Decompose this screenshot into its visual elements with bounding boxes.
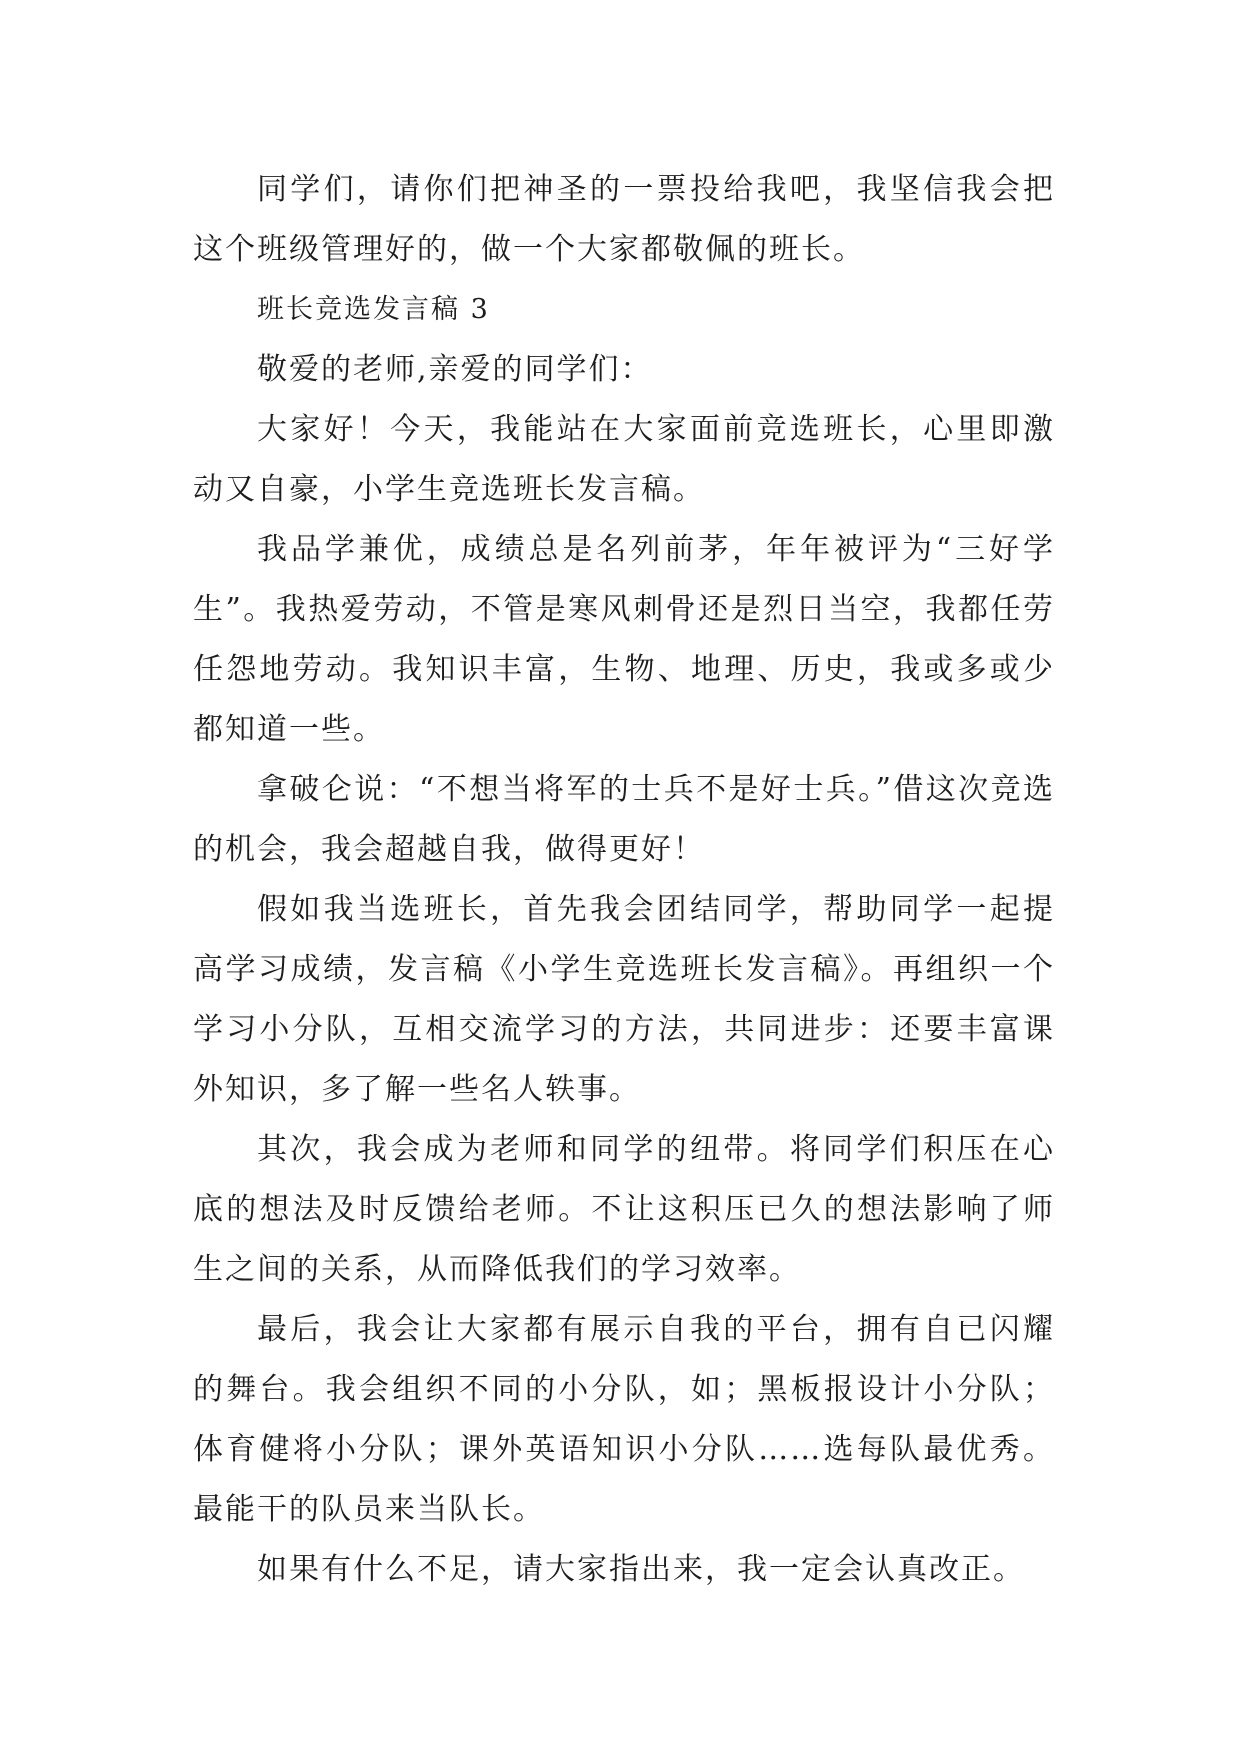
section-heading: 班长竞选发言稿 3: [257, 294, 490, 325]
paragraph-greeting: 大家好！今天，我能站在大家面前竞选班长，心里即激动又自豪，小学生竞选班长发言稿。: [193, 412, 1055, 507]
paragraph-plan-first: 假如我当选班长，首先我会团结同学，帮助同学一起提高学习成绩，发言稿《小学生竞选班长发言稿》。再组织一个学习小分队，互相交流学习的方法，共同进步：还要丰富课外知识，多了解一些名人轶事。: [193, 892, 1055, 1107]
paragraph-closing: 如果有什么不足，请大家指出来，我一定会认真改正。: [257, 1552, 1025, 1587]
document-body: [193, 160, 1055, 1600]
paragraph-quote: 拿破仑说：“不想当将军的士兵不是好士兵。”借这次竞选的机会，我会超越自我，做得更好！: [193, 772, 1055, 867]
paragraph-vote-appeal: 同学们，请你们把神圣的一票投给我吧，我坚信我会把这个班级管理好的，做一个大家都敬佩的班长。: [193, 172, 1055, 267]
paragraph-plan-second: 其次，我会成为老师和同学的纽带。将同学们积压在心底的想法及时反馈给老师。不让这积压已久的想法影响了师生之间的关系，从而降低我们的学习效率。: [193, 1132, 1055, 1287]
salutation: 敬爱的老师,亲爱的同学们：: [257, 352, 653, 387]
paragraph-plan-last: 最后，我会让大家都有展示自我的平台，拥有自已闪耀的舞台。我会组织不同的小分队，如；黑板报设计小分队；体育健将小分队；课外英语知识小分队……选每队最优秀。最能干的队员来当队长。: [193, 1312, 1055, 1527]
paragraph-self-introduction: 我品学兼优，成绩总是名列前茅，年年被评为“三好学生”。我热爱劳动，不管是寒风刺骨还是烈日当空，我都任劳任怨地劳动。我知识丰富，生物、地理、历史，我或多或少都知道一些。: [193, 532, 1055, 747]
